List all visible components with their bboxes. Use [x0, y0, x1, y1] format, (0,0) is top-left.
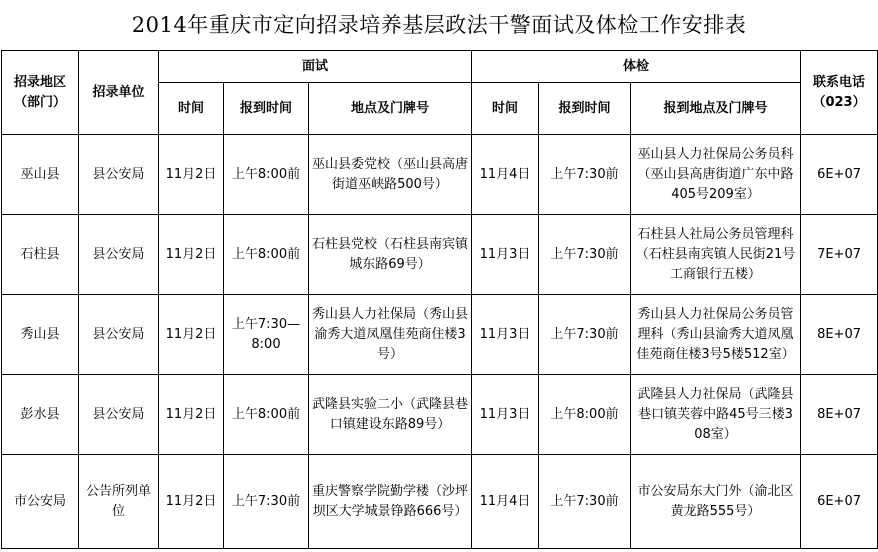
- cell-physical-time: 11月3日: [472, 295, 539, 375]
- header-physical: 体检: [472, 51, 801, 83]
- header-contact: 联系电话（023）: [801, 51, 878, 135]
- cell-physical-report: 上午7:30前: [539, 215, 631, 295]
- cell-unit: 县公安局: [79, 215, 159, 295]
- cell-region: 巫山县: [2, 135, 79, 215]
- cell-interview-report: 上午8:00前: [224, 375, 309, 455]
- schedule-table: [1, 50, 878, 549]
- cell-region: 市公安局: [2, 455, 79, 549]
- cell-interview-location: 巫山县委党校（巫山县高唐街道巫峡路500号）: [309, 135, 472, 215]
- cell-interview-location: 武隆县实验二小（武隆县巷口镇建设东路89号）: [309, 375, 472, 455]
- cell-interview-time: 11月2日: [159, 375, 224, 455]
- cell-phone: 8E+07: [801, 295, 878, 375]
- cell-unit: 县公安局: [79, 135, 159, 215]
- table-row: [2, 455, 878, 549]
- cell-phone: 6E+07: [801, 455, 878, 549]
- cell-physical-time: 11月4日: [472, 135, 539, 215]
- header-interview-report-time: 报到时间: [224, 83, 309, 135]
- cell-interview-location: 重庆警察学院勤学楼（沙坪坝区大学城景铮路666号）: [309, 455, 472, 549]
- header-region: 招录地区（部门）: [2, 51, 79, 135]
- table-row: [2, 215, 878, 295]
- cell-region: 彭水县: [2, 375, 79, 455]
- header-physical-time: 时间: [472, 83, 539, 135]
- cell-physical-time: 11月3日: [472, 215, 539, 295]
- cell-physical-location: 巫山县人力社保局公务员科（巫山县高唐街道广东中路405号209室）: [631, 135, 801, 215]
- cell-phone: 7E+07: [801, 215, 878, 295]
- header-unit: 招录单位: [79, 51, 159, 135]
- cell-phone: 8E+07: [801, 375, 878, 455]
- cell-region: 石柱县: [2, 215, 79, 295]
- header-physical-report-time: 报到时间: [539, 83, 631, 135]
- cell-interview-report: 上午8:00前: [224, 135, 309, 215]
- cell-interview-location: 秀山县人力社保局（秀山县渝秀大道凤凰佳苑商住楼3号）: [309, 295, 472, 375]
- cell-physical-time: 11月3日: [472, 375, 539, 455]
- header-interview-location: 地点及门牌号: [309, 83, 472, 135]
- cell-unit: 县公安局: [79, 295, 159, 375]
- header-interview: 面试: [159, 51, 472, 83]
- cell-physical-report: 上午8:00前: [539, 375, 631, 455]
- header-physical-location: 报到地点及门牌号: [631, 83, 801, 135]
- cell-physical-report: 上午7:30前: [539, 135, 631, 215]
- cell-unit: 公告所列单位: [79, 455, 159, 549]
- cell-unit: 县公安局: [79, 375, 159, 455]
- cell-physical-time: 11月4日: [472, 455, 539, 549]
- table-row: [2, 135, 878, 215]
- cell-physical-location: 秀山县人力社保局公务员管理科（秀山县渝秀大道凤凰佳苑商住楼3号5楼512室）: [631, 295, 801, 375]
- header-interview-time: 时间: [159, 83, 224, 135]
- cell-interview-location: 石柱县党校（石柱县南宾镇城东路69号）: [309, 215, 472, 295]
- cell-interview-time: 11月2日: [159, 455, 224, 549]
- cell-interview-report: 上午8:00前: [224, 215, 309, 295]
- cell-physical-location: 武隆县人力社保局（武隆县巷口镇芙蓉中路45号三楼308室）: [631, 375, 801, 455]
- cell-physical-report: 上午7:30前: [539, 455, 631, 549]
- cell-interview-report: 上午7:30—8:00: [224, 295, 309, 375]
- table-row: [2, 295, 878, 375]
- cell-interview-time: 11月2日: [159, 295, 224, 375]
- cell-physical-location: 石柱县人社局公务员管理科（石柱县南宾镇人民街21号工商银行五楼）: [631, 215, 801, 295]
- cell-phone: 6E+07: [801, 135, 878, 215]
- cell-interview-time: 11月2日: [159, 215, 224, 295]
- cell-interview-time: 11月2日: [159, 135, 224, 215]
- cell-physical-location: 市公安局东大门外（渝北区黄龙路555号）: [631, 455, 801, 549]
- cell-region: 秀山县: [2, 295, 79, 375]
- cell-interview-report: 上午7:30前: [224, 455, 309, 549]
- table-row: [2, 375, 878, 455]
- cell-physical-report: 上午7:30前: [539, 295, 631, 375]
- page-title: 2014年重庆市定向招录培养基层政法干警面试及体检工作安排表: [131, 13, 747, 37]
